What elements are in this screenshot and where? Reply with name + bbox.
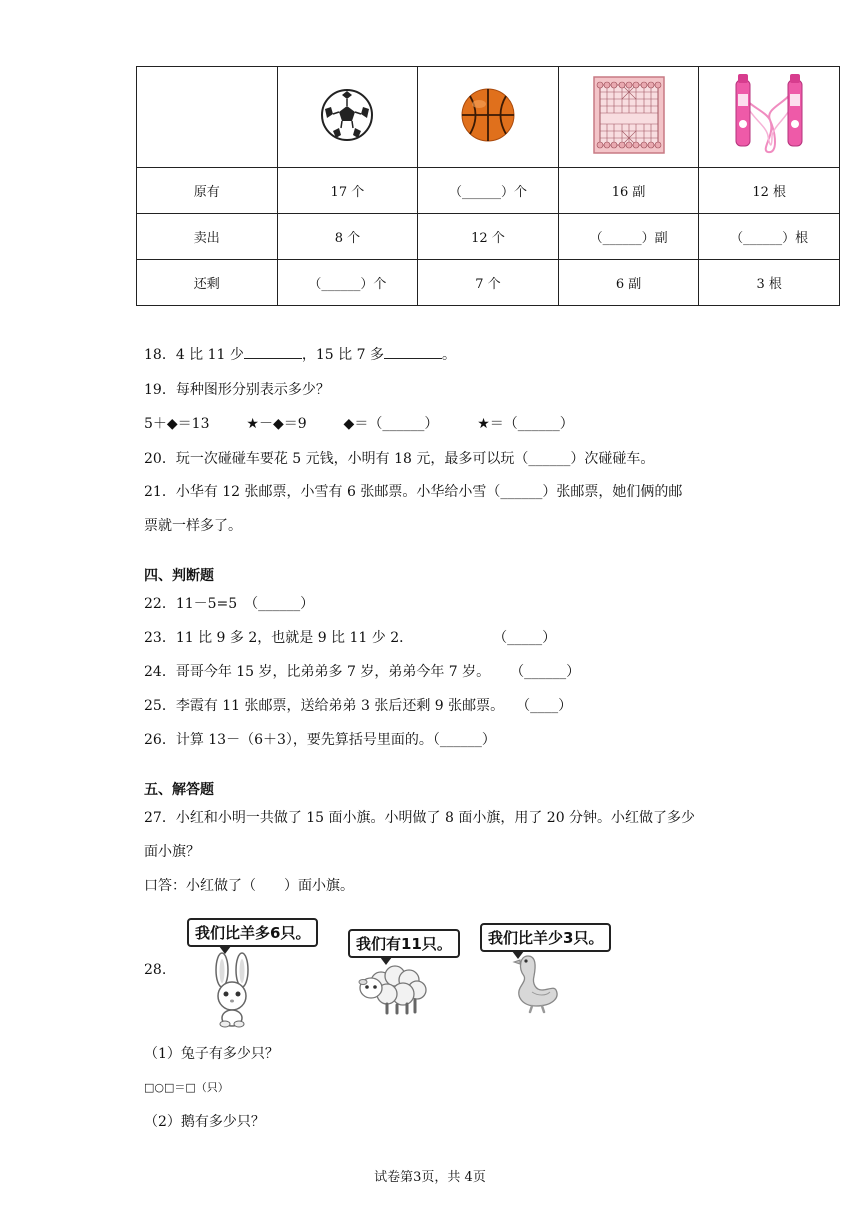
equation: 5＋◆＝13 [144,416,210,432]
table-cell: （______）根 [699,214,840,260]
question-22: 22．11－5=5 （______） [144,596,315,612]
question-26: 26．计算 13－（6＋3），要先算括号里面的。（______） [144,732,496,748]
question-25: 25．李霞有 11 张邮票，送给弟弟 3 张后还剩 9 张邮票。 （____） [144,698,573,714]
answer-blank[interactable] [384,346,442,359]
sheep-icon [355,960,433,1016]
goose-icon [512,952,562,1014]
question-27-answer: 口答：小红做了（ ）面小旗。 [144,878,354,894]
table-cell: 16 副 [558,168,699,214]
question-19-equations [144,414,574,434]
goods-table [136,66,840,306]
answer-blank[interactable] [244,346,302,359]
table-row-label: 原有 [137,168,278,214]
question-28-formula: □○□＝□（只） [144,1081,229,1094]
question-23: 23．11 比 9 多 2，也就是 9 比 11 少 2． （_____） [144,630,557,646]
chess-board-icon [592,75,666,155]
question-24: 24．哥哥今年 15 岁，比弟弟多 7 岁，弟弟今年 7 岁。 （______） [144,664,581,680]
table-cell: （______）个 [277,260,418,306]
question-28-sub1: （1）兔子有多少只？ [144,1046,279,1062]
answer-blank[interactable]: （_____） [493,630,557,646]
table-cell: 8 个 [277,214,418,260]
equation: ★＝（______） [477,416,574,432]
soccer-ball-icon [319,87,375,143]
table-cell: 6 副 [558,260,699,306]
table-row-label: 卖出 [137,214,278,260]
question-20: 20．玩一次碰碰车要花 5 元钱，小明有 18 元，最多可以玩（______）次碰碰车。 [144,451,655,467]
table-corner-cell [137,67,278,168]
table-row [137,214,840,260]
table-cell: 12 根 [699,168,840,214]
question-27-line1: 27．小红和小明一共做了 15 面小旗。小明做了 8 面小旗，用了 20 分钟。小红做了多少 [144,810,696,826]
table-cell [699,67,840,168]
speech-bubble-sheep: 我们有11只。 [348,929,460,958]
table-cell: 17 个 [277,168,418,214]
jump-rope-icon [724,72,814,158]
speech-bubble-rabbit: 我们比羊多6只。 [187,918,318,947]
equation: ◆＝（______） [343,416,439,432]
table-image-row [137,67,840,168]
question-28-sub2: （2）鹅有多少只？ [144,1114,265,1130]
question-18: 18．4 比 11 少 ，15 比 7 多 。 [144,347,456,363]
table-row-label: 还剩 [137,260,278,306]
rabbit-icon [204,952,260,1028]
table-row [137,168,840,214]
table-cell: 3 根 [699,260,840,306]
equation: ★－◆＝9 [246,416,307,432]
table-cell [277,67,418,168]
table-cell [558,67,699,168]
page-footer: 试卷第3页，共 4页 [374,1170,486,1185]
answer-blank[interactable]: （____） [516,698,573,714]
section-heading: 四、判断题 [144,568,214,584]
speech-bubble-goose: 我们比羊少3只。 [480,923,611,952]
table-row [137,260,840,306]
table-cell: （______）个 [418,168,559,214]
basketball-icon [459,86,517,144]
question-28-number: 28. [144,962,167,978]
section-heading: 五、解答题 [144,782,214,798]
table-cell: （______）副 [558,214,699,260]
table-cell: 12 个 [418,214,559,260]
question-19-title: 19．每种图形分别表示多少？ [144,382,330,398]
question-27-line2: 面小旗？ [144,844,200,860]
answer-blank[interactable]: （______） [510,664,581,680]
table-cell [418,67,559,168]
question-21-line1: 21．小华有 12 张邮票，小雪有 6 张邮票。小华给小雪（______）张邮票，她们俩的邮 [144,484,683,500]
table-cell: 7 个 [418,260,559,306]
question-21-line2: 票就一样多了。 [144,518,242,534]
